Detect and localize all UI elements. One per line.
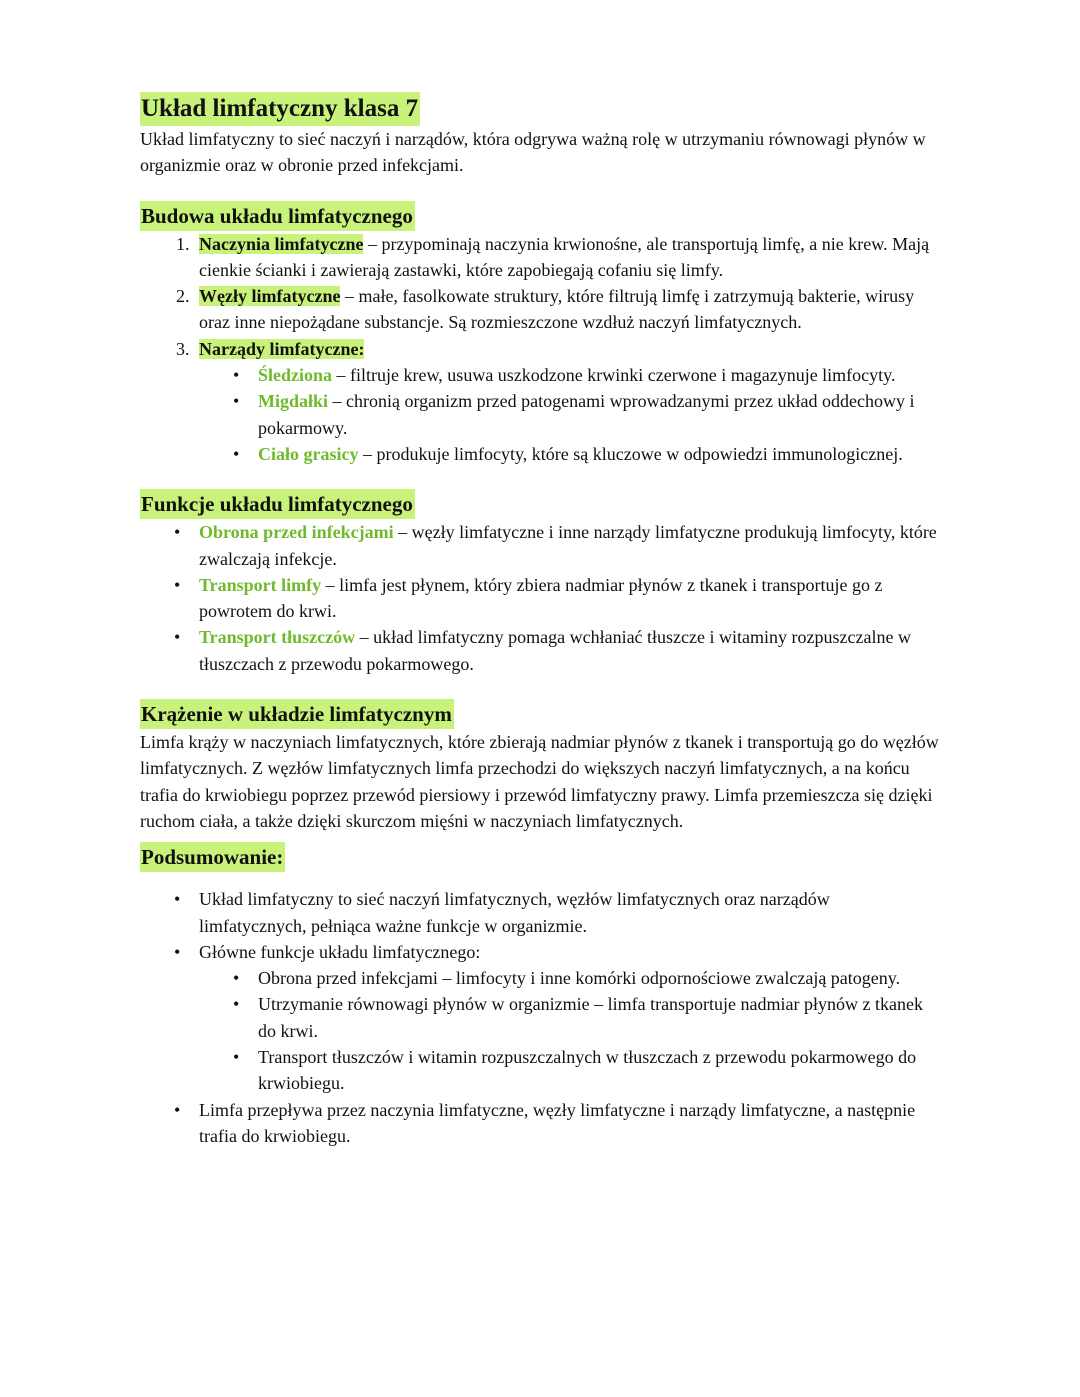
budowa-list [140, 231, 940, 468]
podsumowanie-heading: Podsumowanie: [140, 842, 940, 872]
podsumowanie-list [140, 886, 940, 1149]
organs-list [199, 362, 940, 467]
krazenie-heading: Krążenie w układzie limfatycznym [140, 699, 940, 729]
document-title: Układ limfatyczny klasa 7 [140, 92, 940, 126]
list-item: • Transport tłuszczów – układ limfatyczny pomaga wchłaniać tłuszcze i witaminy rozpuszczalne w tłuszczach z przewodu pokarmowego. [174, 627, 911, 674]
term-naczynia: Naczynia limfatyczne [199, 233, 364, 254]
list-item: • Układ limfatyczny to sieć naczyń limfatycznych, węzłów limfatycznych oraz narządów limfatycznych, pełniąca ważne funkcje w organizmie. [174, 889, 830, 936]
term-wezly: Węzły limfatyczne [199, 286, 341, 307]
list-item: • Obrona przed infekcjami – węzły limfatyczne i inne narządy limfatyczne produkują limfocyty, które zwalczają infekcje. [174, 522, 937, 569]
list-item: • Transport limfy – limfa jest płynem, który zbiera nadmiar płynów z tkanek i transportuje go z powrotem do krwi. [174, 574, 883, 622]
funkcje-heading: Funkcje układu limfatycznego [140, 489, 940, 519]
list-item: 1. Naczynia limfatyczne – przypominają naczynia krwionośne, ale transportują limfę, a nie krew. Mają cienkie ścianki i zawierają zastawki, które zapobiegają cofaniu się limfy. [176, 233, 930, 280]
budowa-heading: Budowa układu limfatycznego [140, 201, 940, 231]
intro-paragraph: Układ limfatyczny to sieć naczyń i narządów, która odgrywa ważną rolę w utrzymaniu równowagi płynów w organizmie oraz w obronie przed infekcjami. [140, 129, 926, 176]
list-item: • Śledziona – filtruje krew, usuwa uszkodzone krwinki czerwone i magazynuje limfocyty. [233, 365, 896, 386]
term-narzady: Narządy limfatyczne: [199, 338, 365, 359]
list-item: • Główne funkcje układu limfatycznego: • Obrona przed infekcjami – limfocyty i inne komórki odpornościowe zwalczają patogeny. • Utrzymanie równowagi płynów w organizmie – limfa transportuje nadmiar płynów z tkanek do krwi. • Transport tłuszczów i witamin rozpuszczalnych w tłuszczach z przewodu pokarmowego do krwiobiegu. [140, 939, 940, 1097]
list-item: 2. Węzły limfatyczne – małe, fasolkowate struktury, które filtrują limfę i zatrzymują bakterie, wirusy oraz inne niepożądane substancje. Są rozmieszczone wzdłuż naczyń limfatycznych. [176, 286, 915, 333]
list-item: 3. Narządy limfatyczne: • Śledziona – filtruje krew, usuwa uszkodzone krwinki czerwone i magazynuje limfocyty. • Migdałki – chronią organizm przed patogenami wprowadzanymi przez układ oddechowy i pokarmowy. • Ciało grasicy – produkuje limfocyty, które są kluczowe w odpowiedzi immunologicznej. [140, 336, 940, 467]
podsumowanie-sublist [199, 965, 940, 1096]
funkcje-list [140, 519, 940, 677]
list-item: • Transport tłuszczów i witamin rozpuszczalnych w tłuszczach z przewodu pokarmowego do krwiobiegu. [233, 1047, 917, 1094]
krazenie-paragraph: Limfa krąży w naczyniach limfatycznych, które zbierają nadmiar płynów z tkanek i transportują go do węzłów limfatycznych. Z węzłów limfatycznych limfa przechodzi do większych naczyń limfatycznych, a na końcu trafia do krwiobiegu poprzez przewód piersiowy i przewód limfatyczny prawy. Limfa przemieszcza się dzięki ruchom ciała, a także dzięki skurczom mięśni w naczyniach limfatycznych. [140, 732, 939, 831]
document-page [140, 92, 940, 1149]
list-item: • Migdałki – chronią organizm przed patogenami wprowadzanymi przez układ oddechowy i pokarmowy. [233, 391, 915, 438]
list-item: • Ciało grasicy – produkuje limfocyty, które są kluczowe w odpowiedzi immunologicznej. [233, 443, 903, 464]
list-item: • Limfa przepływa przez naczynia limfatyczne, węzły limfatyczne i narządy limfatyczne, a następnie trafia do krwiobiegu. [174, 1099, 916, 1146]
list-item: • Utrzymanie równowagi płynów w organizmie – limfa transportuje nadmiar płynów z tkanek do krwi. [233, 994, 923, 1041]
list-item: • Obrona przed infekcjami – limfocyty i inne komórki odpornościowe zwalczają patogeny. [233, 968, 901, 989]
